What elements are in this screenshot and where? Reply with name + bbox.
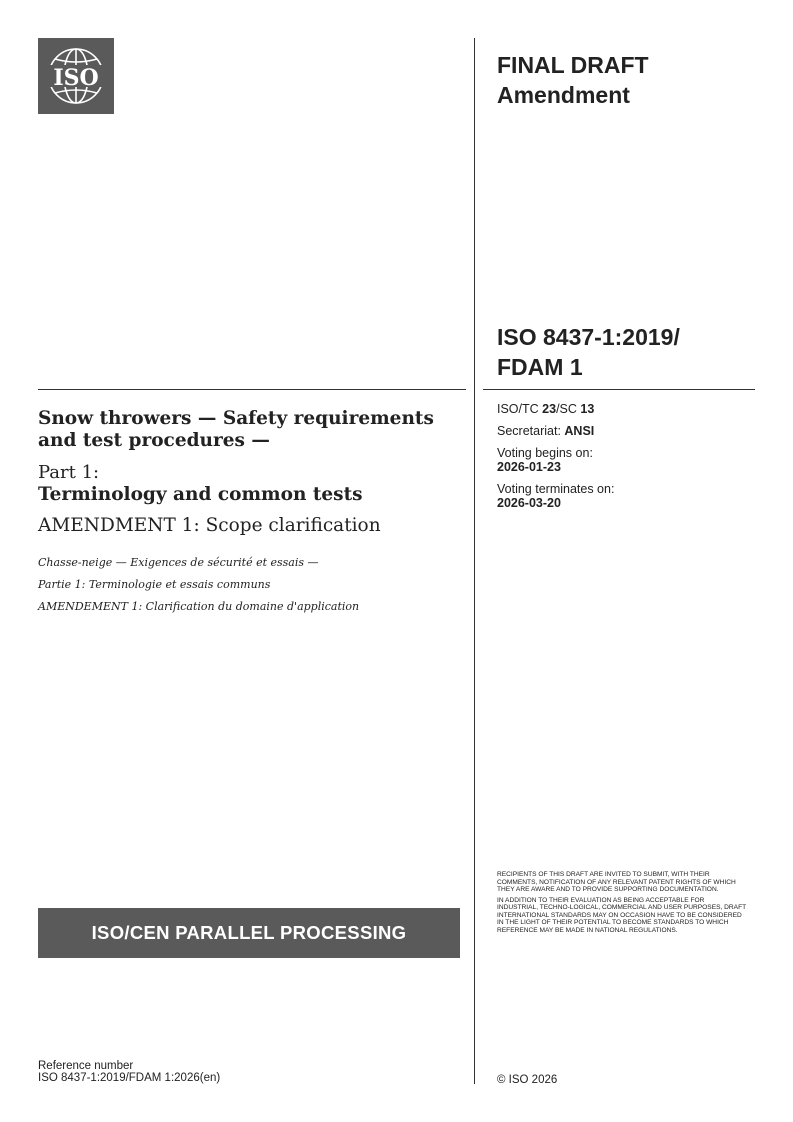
title-part-label: Part 1: [38,462,100,483]
committee: ISO/TC 23/SC 13 [497,402,595,416]
title-amendment: AMENDMENT 1: Scope clarification [38,515,381,536]
voting-begins-date: 2026-01-23 [497,460,561,474]
secretariat: Secretariat: ANSI [497,424,595,438]
notice-para1: RECIPIENTS OF THIS DRAFT ARE INVITED TO SUBMIT, WITH THEIR COMMENTS, NOTIFICATION OF ANY RELEVANT PATENT RIGHTS OF WHICH THEY ARE AWARE AND TO PROVIDE SUPPORTING DOCUMENTATION. [497,871,736,893]
voting-terminates: Voting terminates on: 2026-03-20 [497,482,615,510]
doc-number-line2: FDAM 1 [497,354,583,380]
rule-left [38,389,466,390]
doc-type-line1: FINAL DRAFT [497,52,649,78]
document-number [497,322,680,382]
reference-number [38,1060,220,1084]
iso-logo [38,38,114,114]
draft-notice [497,871,747,937]
french-title-line2: Partie 1: Terminologie et essais communs [38,578,271,591]
document-metadata [497,402,614,518]
vertical-divider [474,38,475,1084]
sc-number: 13 [580,402,595,416]
notice-para2: IN ADDITION TO THEIR EVALUATION AS BEING ACCEPTABLE FOR INDUSTRIAL, TECHNO-LOGICAL, COMMERCIAL AND USER PURPOSES, DRAFT INTERNATIONAL STANDARDS MAY ON OCCASION HAVE TO BE CONSIDERED IN THE LIGHT OF THEIR POTENTIAL TO BECOME STANDARDS TO WHICH REFERENCE MAY BE MADE IN NATIONAL REGULATIONS. [497,896,747,934]
title-part-name: Terminology and common tests [38,484,363,505]
doc-number-line1: ISO 8437-1:2019/ [497,324,680,350]
doc-type-line2: Amendment [497,82,630,108]
document-title [38,408,458,614]
voting-terminates-date: 2026-03-20 [497,496,561,510]
french-title-line3: AMENDEMENT 1: Clarification du domaine d'application [38,600,360,613]
french-title-line1: Chasse-neige — Exigences de sécurité et essais — [38,556,319,569]
tc-number: 23 [542,402,557,416]
title-main: Snow throwers — Safety requirements and test procedures — [38,408,434,451]
rule-right [483,389,755,390]
secretariat-value: ANSI [564,424,595,438]
banner-text: ISO/CEN PARALLEL PROCESSING [91,922,407,943]
globe-icon [38,38,114,114]
parallel-processing-banner [38,908,460,958]
reference-label: Reference number [38,1060,134,1072]
document-type [497,50,649,110]
svg-text:ISO: ISO [53,65,99,91]
reference-value: ISO 8437-1:2019/FDAM 1:2026(en) [38,1072,221,1084]
voting-begins: Voting begins on: 2026-01-23 [497,446,593,474]
copyright: © ISO 2026 [497,1074,558,1086]
